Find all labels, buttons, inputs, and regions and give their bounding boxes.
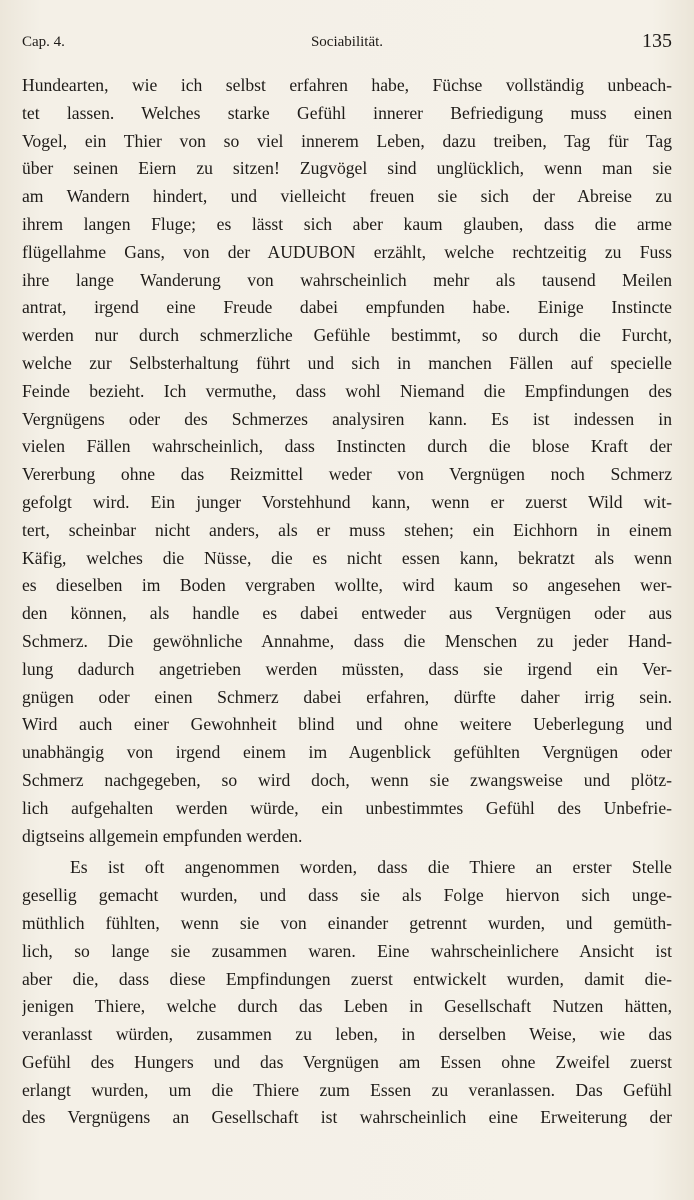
text-line: erlangt wurden, um die Thiere zum Essen zu veranlassen. Das Gefühl [22, 1079, 672, 1100]
text-line: Es ist oft angenommen worden, dass die Thiere an erster Stelle [70, 857, 672, 878]
text-line: gesellig gemacht wurden, und dass sie als Folge hiervon sich unge- [22, 885, 672, 906]
text-line: Vogel, ein Thier von so viel innerem Leben, dazu treiben, Tag für Tag [22, 130, 672, 151]
text-line: Vergnügens oder des Schmerzes analysiren kann. Es ist indessen in [22, 408, 672, 429]
text-line: Gefühl des Hungers und das Vergnügen am Essen ohne Zweifel zuerst [22, 1051, 672, 1072]
text-line: über seinen Eiern zu sitzen! Zugvögel sind unglücklich, wenn man sie [22, 158, 672, 179]
text-line: digtseins allgemein empfunden werden. [22, 825, 303, 846]
text-line: lung dadurch angetrieben werden müssten, dass sie irgend ein Ver- [22, 658, 672, 679]
text-line: vielen Fällen wahrscheinlich, dass Instincten durch die blose Kraft der [22, 436, 672, 457]
chapter-label: Cap. 4. [22, 34, 65, 50]
text-line: Vererbung ohne das Reizmittel weder von Vergnügen noch Schmerz [22, 464, 672, 485]
text-line: aber die, dass diese Empfindungen zuerst entwickelt wurden, damit die- [22, 968, 672, 989]
text-line: lich aufgehalten werden würde, ein unbestimmtes Gefühl des Unbefrie- [22, 797, 672, 818]
text-line: am Wandern hindert, und vielleicht freuen sie sich der Abreise zu [22, 186, 672, 207]
text-line: gnügen oder einen Schmerz dabei erfahren, dürfte daher irrig sein. [22, 686, 672, 707]
section-title: Sociabilität. [310, 34, 384, 50]
paragraph [22, 854, 672, 1132]
running-head [22, 30, 672, 56]
body-text [22, 72, 672, 1132]
text-line: ihrem langen Fluge; es lässt sich aber kaum glauben, dass die arme [22, 213, 672, 234]
text-line: Wird auch einer Gewohnheit blind und ohne weitere Ueberlegung und [22, 714, 672, 735]
text-line: müthlich fühlten, wenn sie von einander getrennt wurden, und gemüth- [22, 912, 672, 933]
text-line: Schmerz nachgegeben, so wird doch, wenn sie zwangsweise und plötz- [22, 769, 672, 790]
text-line: es dieselben im Boden vergraben wollte, wird kaum so angesehen wer- [22, 575, 672, 596]
text-line: tet lassen. Welches starke Gefühl innerer Befriedigung muss einen [22, 102, 672, 123]
text-line: lich, so lange sie zusammen waren. Eine wahrscheinlichere Ansicht ist [22, 940, 672, 961]
text-line: gefolgt wird. Ein junger Vorstehhund kann, wenn er zuerst Wild wit- [22, 491, 672, 512]
text-line: antrat, irgend eine Freude dabei empfunden habe. Einige Instincte [22, 297, 672, 318]
text-line: ihre lange Wanderung von wahrscheinlich mehr als tausend Meilen [22, 269, 672, 290]
text-line: flügellahme Gans, von der AUDUBON erzählt, welche rechtzeitig zu Fuss [22, 241, 672, 262]
text-line: welche zur Selbsterhaltung führt und sich in manchen Fällen auf specielle [22, 352, 672, 373]
text-line: tert, scheinbar nicht anders, als er muss stehen; ein Eichhorn in einem [22, 519, 672, 540]
text-line: unabhängig von irgend einem im Augenblick gefühlten Vergnügen oder [22, 742, 672, 763]
text-line: Hundearten, wie ich selbst erfahren habe, Füchse vollständig unbeach- [22, 75, 672, 95]
paragraph [22, 72, 672, 850]
text-line: des Vergnügens an Gesellschaft ist wahrscheinlich eine Erweiterung der [22, 1107, 672, 1128]
text-line: Schmerz. Die gewöhnliche Annahme, dass die Menschen zu jeder Hand- [22, 630, 672, 651]
text-line: veranlasst würden, zusammen zu leben, in derselben Weise, wie das [22, 1024, 672, 1045]
text-line: Käfig, welches die Nüsse, die es nicht essen kann, bekratzt als wenn [22, 547, 672, 568]
text-line: jenigen Thiere, welche durch das Leben in Gesellschaft Nutzen hätten, [22, 996, 672, 1017]
text-line: den können, als handle es dabei entweder aus Vergnügen oder aus [22, 603, 672, 624]
text-line: werden nur durch schmerzliche Gefühle bestimmt, so durch die Furcht, [22, 325, 672, 346]
text-line: Feinde bezieht. Ich vermuthe, dass wohl Niemand die Empfindungen des [22, 380, 672, 401]
page-number: 135 [642, 30, 672, 52]
